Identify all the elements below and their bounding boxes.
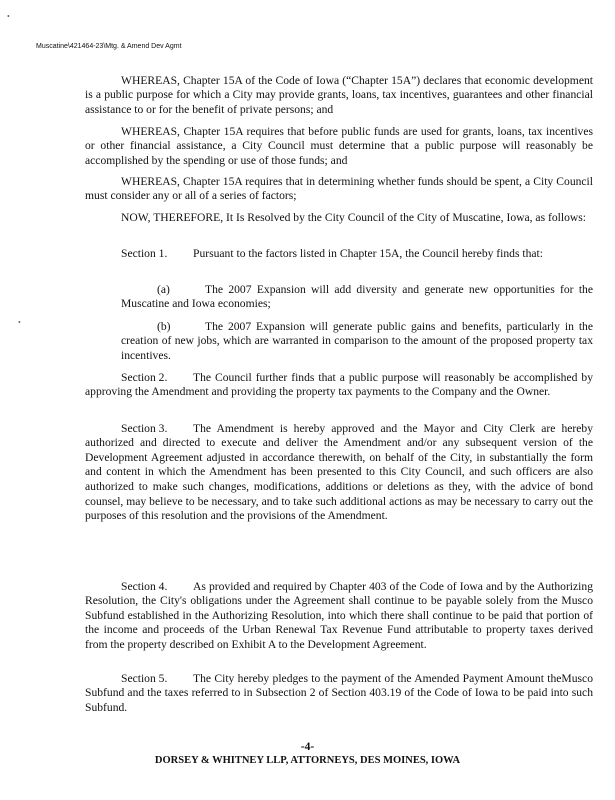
finding-b bbox=[121, 320, 593, 364]
finding-a bbox=[121, 283, 593, 312]
section-5 bbox=[85, 672, 593, 716]
scan-mark: • bbox=[18, 318, 21, 327]
whereas-paragraph-3: WHEREAS, Chapter 15A requires that in determining whether funds should be spent, a City Council must consider any or all of a series of factors; bbox=[85, 174, 593, 203]
section-3 bbox=[85, 422, 593, 524]
section-text: The Council further finds that a public purpose will reasonably be accomplished by approving the Amendment and providing the property tax payments to the Company and the Owner. bbox=[85, 370, 593, 399]
finding-label: (b) bbox=[157, 319, 171, 333]
document-header: Muscatine\421464-23\Mtg. & Amend Dev Agmt bbox=[36, 43, 182, 50]
section-4 bbox=[85, 580, 593, 653]
section-1 bbox=[85, 247, 593, 262]
section-text: As provided and required by Chapter 403 of the Code of Iowa and by the Authorizing Resolution, the City's obligations under the Agreement shall continue to be payable solely from the Musco Subfund established in the Authorizing Resolution, into which there shall continue to be paid that portion of the income and proceeds of the Urban Renewal Tax Revenue Fund attributable to property taxes derived from the property described on Exhibit A to the Development Agreement. bbox=[85, 579, 593, 651]
finding-text: The 2007 Expansion will add diversity and generate new opportunities for the Muscatine and Iowa economies; bbox=[121, 282, 593, 311]
page-number: -4- bbox=[300, 740, 315, 753]
section-label: Section 4. bbox=[121, 579, 168, 593]
scan-mark: • bbox=[7, 12, 10, 21]
section-text: The Amendment is hereby approved and the Mayor and City Clerk are hereby authorized and directed to execute and deliver the Amendment and/or any subsequent version of the Development Agreement adjusted in accordance therewith, on behalf of the City, in substantially the form and content in which the Amendment has been presented to this City Council, and such officers are also authorized to make such changes, modifications, additions or deletions as they, with the advice of bond counsel, may believe to be necessary, and to take such additional actions as may be necessary to carry out the purposes of this resolution and the provisions of the Amendment. bbox=[85, 421, 593, 523]
whereas-paragraph-1: WHEREAS, Chapter 15A of the Code of Iowa (“Chapter 15A”) declares that economic development is a public purpose for which a City may provide grants, loans, tax incentives, guarantees and other financial assistance to or for the benefit of private persons; and bbox=[85, 73, 593, 116]
finding-label: (a) bbox=[157, 282, 170, 296]
whereas-paragraph-2: WHEREAS, Chapter 15A requires that before public funds are used for grants, loans, tax incentives or other financial assistance, a City Council must determine that a public purpose will reasonably be accomplished by the spending or use of those funds; and bbox=[85, 124, 593, 167]
section-2 bbox=[85, 371, 593, 400]
resolved-paragraph: NOW, THEREFORE, It Is Resolved by the City Council of the City of Muscatine, Iowa, as follows: bbox=[121, 210, 586, 224]
finding-text: The 2007 Expansion will generate public gains and benefits, particularly in the creation of new jobs, which are warranted in comparison to the amount of the proposed property tax incentives. bbox=[121, 319, 593, 362]
section-text: Pursuant to the factors listed in Chapter 15A, the Council hereby finds that: bbox=[193, 246, 543, 260]
section-label: Section 5. bbox=[121, 671, 168, 685]
section-label: Section 2. bbox=[121, 370, 168, 384]
footer-firm: DORSEY & WHITNEY LLP, ATTORNEYS, DES MOINES, IOWA bbox=[154, 755, 461, 766]
section-text: The City hereby pledges to the payment of the Amended Payment Amount theMusco Subfund and the taxes referred to in Subsection 2 of Section 403.19 of the Code of Iowa to be paid into such Subfund. bbox=[85, 671, 593, 714]
section-label: Section 3. bbox=[121, 421, 168, 435]
section-label: Section 1. bbox=[121, 246, 168, 260]
